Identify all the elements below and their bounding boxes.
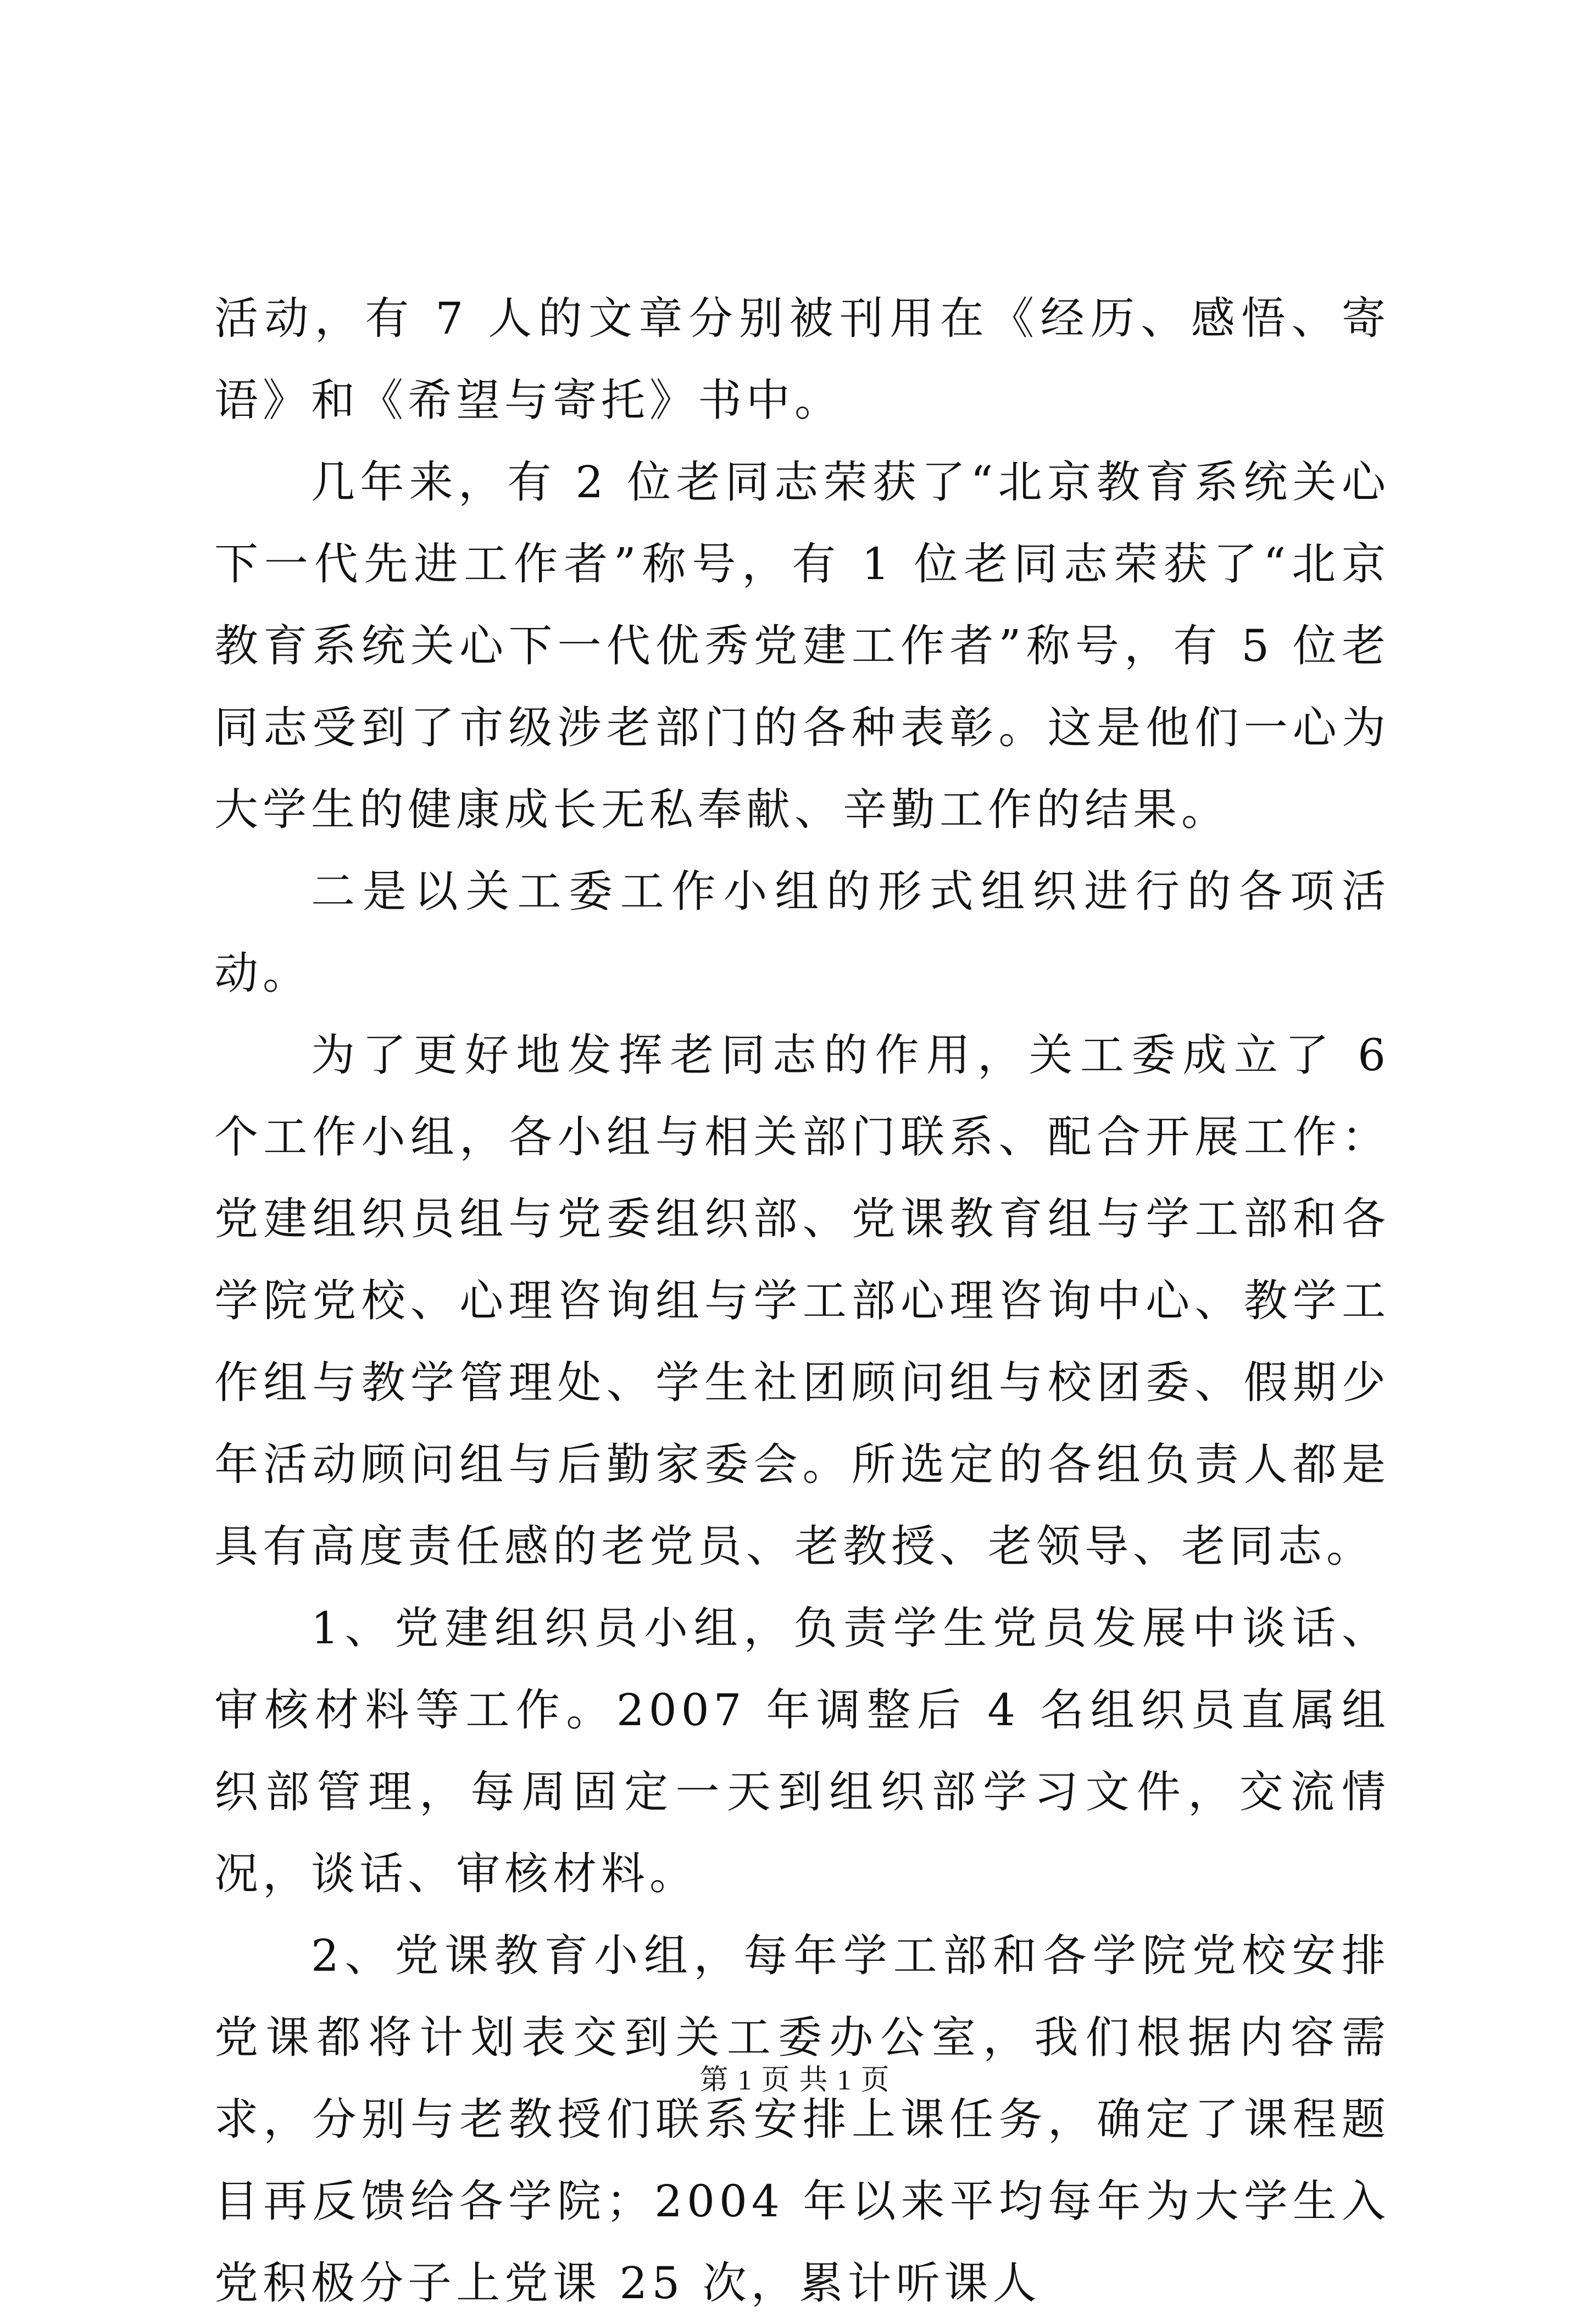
paragraph-1: 活动，有 7 人的文章分别被刊用在《经历、感悟、寄语》和《希望与寄托》书中。 xyxy=(214,293,1390,426)
paragraph-6: 2、党课教育小组，每年学工部和各学院党校安排党课都将计划表交到关工委办公室，我们根据内容需求，分别与老教授们联系安排上课任务，确定了课程题目再反馈给各学院；2004 年以来平均每年为大学生入党积极分子上党课 25 次，累计听课人 xyxy=(214,1930,1390,2309)
paragraph-3: 二是以关工委工作小组的形式组织进行的各项活动。 xyxy=(214,866,1390,999)
document-body xyxy=(214,277,1390,2324)
paragraph-2: 几年来，有 2 位老同志荣获了“北京教育系统关心下一代先进工作者”称号，有 1 位老同志荣获了“北京教育系统关心下一代优秀党建工作者”称号，有 5 位老同志受到了市级涉老部门的各种表彰。这是他们一心为大学生的健康成长无私奉献、辛勤工作的结果。 xyxy=(214,457,1390,835)
paragraph-4: 为了更好地发挥老同志的作用，关工委成立了 6 个工作小组，各小组与相关部门联系、配合开展工作：党建组织员组与党委组织部、党课教育组与学工部和各学院党校、心理咨询组与学工部心理咨询中心、教学工作组与教学管理处、学生社团顾问组与校团委、假期少年活动顾问组与后勤家委会。所选定的各组负责人都是具有高度责任感的老党员、老教授、老领导、老同志。 xyxy=(214,1030,1390,1572)
page-number-footer: 第 1 页 共 1 页 xyxy=(699,2065,891,2096)
paragraph-5: 1、党建组织员小组，负责学生党员发展中谈话、审核材料等工作。2007 年调整后 4 名组织员直属组织部管理，每周固定一天到组织部学习文件，交流情况，谈话、审核材料。 xyxy=(214,1603,1390,1899)
